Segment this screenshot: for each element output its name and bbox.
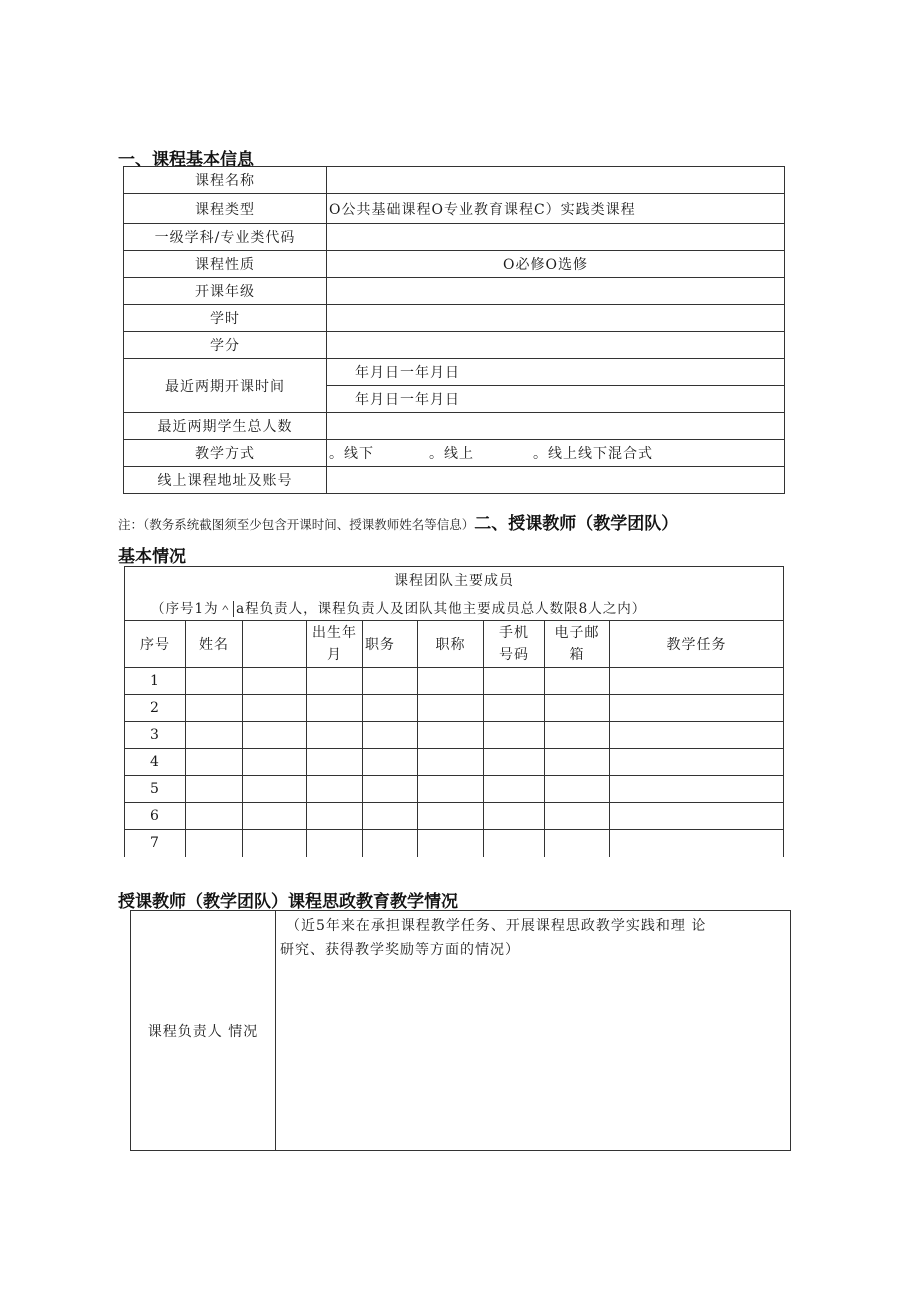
cell[interactable]: [610, 830, 784, 857]
col-birth: 出生年月: [307, 621, 363, 668]
cell[interactable]: [545, 830, 610, 857]
team-header-note-b: a程负责人，课程负责人及团队其他主要成员总人数限8人之内）: [233, 601, 646, 617]
teaching-team-table: [124, 566, 784, 857]
cell[interactable]: [243, 830, 307, 857]
row-seq: 7: [125, 830, 186, 857]
cell[interactable]: [484, 749, 545, 776]
cell[interactable]: [545, 749, 610, 776]
mode-offline-option[interactable]: 。线下: [329, 446, 374, 462]
course-leader-content[interactable]: [276, 911, 791, 1151]
team-header-note-a: （序号1为＾: [151, 600, 234, 617]
value-teaching-mode[interactable]: [327, 440, 785, 467]
label-credits: 学分: [124, 332, 327, 359]
col-blank: [243, 621, 307, 668]
section1-title: 一、课程基本信息: [118, 150, 254, 170]
row-seq: 2: [125, 695, 186, 722]
row-seq: 6: [125, 803, 186, 830]
note-line: [118, 509, 678, 534]
cell[interactable]: [545, 695, 610, 722]
course-basic-info-table: [123, 166, 785, 494]
mode-mixed-option[interactable]: 。线上线下混合式: [533, 446, 653, 462]
label-course-leader: 课程负责人 情况: [131, 911, 276, 1151]
cell[interactable]: [363, 803, 418, 830]
row-seq: 5: [125, 776, 186, 803]
cell[interactable]: [363, 668, 418, 695]
cell[interactable]: [610, 695, 784, 722]
col-position: 职务: [363, 621, 418, 668]
cell[interactable]: [610, 803, 784, 830]
cell[interactable]: [610, 722, 784, 749]
col-seq: 序号: [125, 621, 186, 668]
table-row: [125, 695, 784, 722]
cell[interactable]: [484, 695, 545, 722]
cell[interactable]: [307, 668, 363, 695]
value-grade[interactable]: [327, 278, 785, 305]
section2-title: 二、授课教师（教学团队）: [474, 514, 679, 534]
cell[interactable]: [610, 668, 784, 695]
desc-line1: （近5年来在承担课程教学任务、开展课程思政教学实践和理 论: [286, 918, 707, 934]
cell[interactable]: [186, 668, 243, 695]
cell[interactable]: [307, 830, 363, 857]
cell[interactable]: [186, 695, 243, 722]
cell[interactable]: [610, 776, 784, 803]
cell[interactable]: [307, 722, 363, 749]
cell[interactable]: [186, 776, 243, 803]
cell[interactable]: [363, 776, 418, 803]
ideology-teaching-table: [130, 910, 791, 1151]
cell[interactable]: [307, 749, 363, 776]
label-recent-time: 最近两期开课时间: [124, 359, 327, 413]
cell[interactable]: [243, 695, 307, 722]
cell[interactable]: [186, 830, 243, 857]
value-students[interactable]: [327, 413, 785, 440]
row-seq: 1: [125, 668, 186, 695]
cell[interactable]: [418, 749, 484, 776]
table-row: [125, 749, 784, 776]
cell[interactable]: [307, 803, 363, 830]
team-header-title: 课程团队主要成员: [125, 567, 784, 594]
label-course-name: 课程名称: [124, 167, 327, 194]
cell[interactable]: [484, 668, 545, 695]
cell[interactable]: [307, 695, 363, 722]
label-course-type: 课程类型: [124, 194, 327, 224]
label-online-address: 线上课程地址及账号: [124, 467, 327, 494]
cell[interactable]: [418, 668, 484, 695]
cell[interactable]: [418, 803, 484, 830]
cell[interactable]: [545, 776, 610, 803]
cell[interactable]: [418, 695, 484, 722]
cell[interactable]: [545, 668, 610, 695]
cell[interactable]: [363, 830, 418, 857]
label-hours: 学时: [124, 305, 327, 332]
table-row: [125, 776, 784, 803]
col-title: 职称: [418, 621, 484, 668]
table-row: [125, 830, 784, 857]
cell[interactable]: [484, 722, 545, 749]
cell[interactable]: [243, 668, 307, 695]
label-students: 最近两期学生总人数: [124, 413, 327, 440]
value-discipline[interactable]: [327, 224, 785, 251]
cell[interactable]: [243, 722, 307, 749]
value-course-type[interactable]: O公共基础课程O专业教育课程C）实践类课程: [327, 194, 785, 224]
col-task: 教学任务: [610, 621, 784, 668]
table-row: [125, 722, 784, 749]
desc-line2: 研究、获得教学奖励等方面的情况）: [280, 942, 520, 958]
section2-title-cont: 基本情况: [118, 547, 186, 567]
cell[interactable]: [484, 776, 545, 803]
col-name: 姓名: [186, 621, 243, 668]
cell[interactable]: [545, 722, 610, 749]
col-email: 电子邮箱: [545, 621, 610, 668]
label-teaching-mode: 教学方式: [124, 440, 327, 467]
cell[interactable]: [186, 749, 243, 776]
cell[interactable]: [243, 749, 307, 776]
cell[interactable]: [610, 749, 784, 776]
cell[interactable]: [545, 803, 610, 830]
cell[interactable]: [418, 722, 484, 749]
value-nature[interactable]: O必修O选修: [327, 251, 785, 278]
note-text: 注：（教务系统截图须至少包含开课时间、授课教师姓名等信息）: [118, 517, 475, 532]
row-seq: 3: [125, 722, 186, 749]
row-seq: 4: [125, 749, 186, 776]
value-course-name[interactable]: [327, 167, 785, 194]
value-online-address[interactable]: [327, 467, 785, 494]
cell[interactable]: [418, 830, 484, 857]
value-recent-time-1[interactable]: 年月日一年月日: [327, 359, 785, 386]
cell[interactable]: [243, 803, 307, 830]
label-grade: 开课年级: [124, 278, 327, 305]
team-header-note: [125, 594, 784, 621]
cell[interactable]: [307, 776, 363, 803]
col-phone: 手机号码: [484, 621, 545, 668]
value-recent-time-2[interactable]: 年月日一年月日: [327, 386, 785, 413]
table-row: [125, 803, 784, 830]
cell[interactable]: [484, 830, 545, 857]
cell[interactable]: [186, 803, 243, 830]
cell[interactable]: [484, 803, 545, 830]
mode-online-option[interactable]: 。线上: [429, 446, 474, 462]
section3-title: 授课教师（教学团队）课程思政教育教学情况: [118, 892, 458, 912]
cell[interactable]: [363, 749, 418, 776]
cell[interactable]: [363, 722, 418, 749]
cell[interactable]: [243, 776, 307, 803]
cell[interactable]: [363, 695, 418, 722]
value-hours[interactable]: [327, 305, 785, 332]
cell[interactable]: [418, 776, 484, 803]
cell[interactable]: [186, 722, 243, 749]
label-discipline: 一级学科/专业类代码: [124, 224, 327, 251]
value-credits[interactable]: [327, 332, 785, 359]
label-nature: 课程性质: [124, 251, 327, 278]
table-row: [125, 668, 784, 695]
